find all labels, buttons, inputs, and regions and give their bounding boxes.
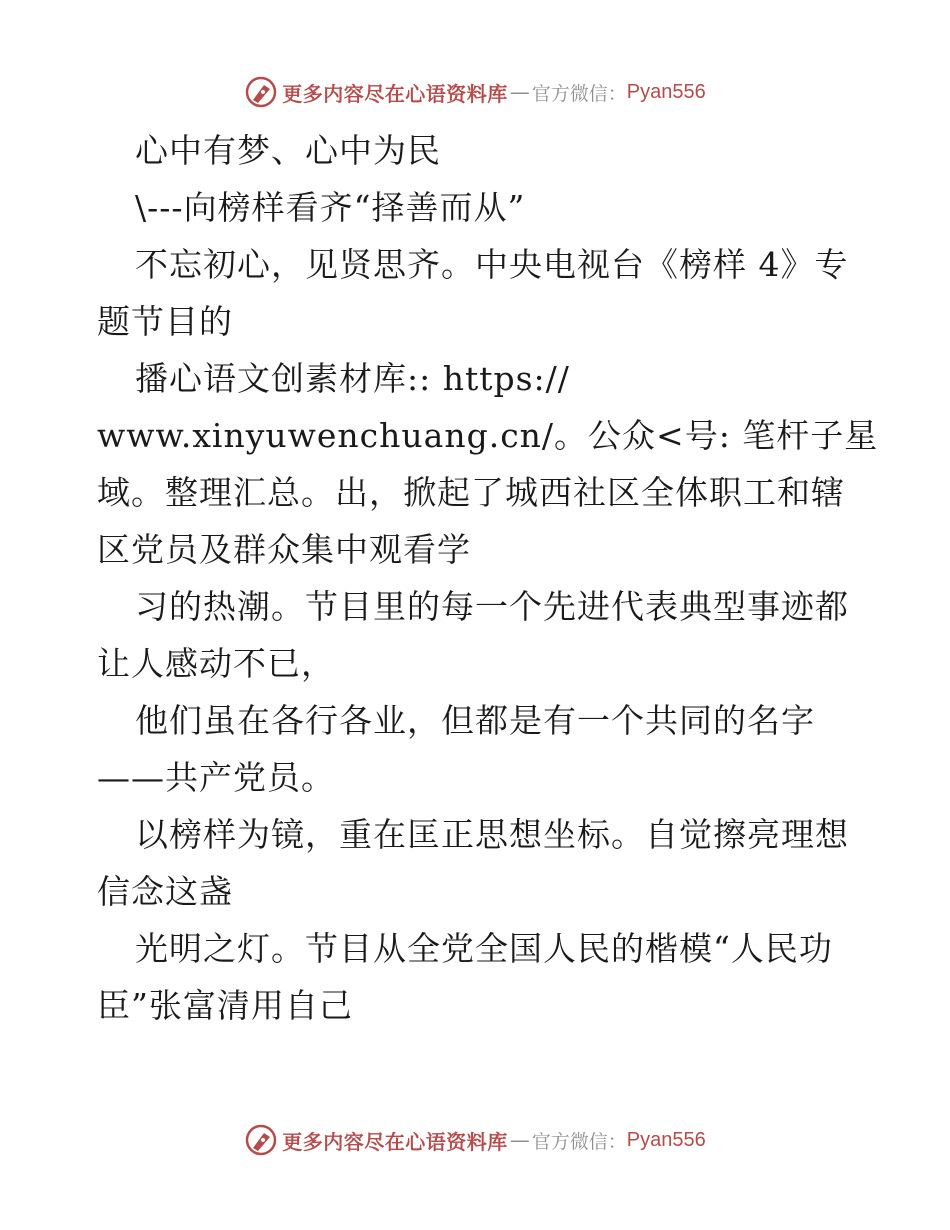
banner-text: 更多内容尽在心语资料库: [282, 81, 508, 106]
footer-banner: [0, 1120, 950, 1160]
banner-wechat-id: Pyan556: [626, 80, 706, 103]
banner-wechat-label: 官方微信：: [531, 82, 627, 105]
paragraph-line: 信念这盏: [97, 872, 233, 911]
pen-nib-logo-icon: [244, 75, 278, 109]
pen-nib-logo-icon: [244, 1123, 278, 1157]
header-banner: [0, 72, 950, 112]
title-line: 心中有梦、心中为民: [135, 131, 441, 170]
banner-text: 更多内容尽在心语资料库: [282, 1129, 508, 1154]
document-body: [97, 122, 879, 1034]
paragraph-line: 他们虽在各行各业，但都是有一个共同的名字: [135, 701, 815, 740]
paragraph-line: 区党员及群众集中观看学: [97, 530, 471, 569]
paragraph-line: 臣”张富清用自己: [97, 986, 353, 1025]
banner-separator: —: [509, 1128, 530, 1152]
paragraph-line: 不忘初心，见贤思齐。中央电视台《榜样 4》专: [135, 245, 849, 284]
paragraph-line: www.xinyuwenchuang.cn/。公众<号: 笔杆子星: [97, 416, 879, 455]
paragraph-line: 播心语文创素材库:: https://: [135, 359, 570, 398]
paragraph-line: 光明之灯。节目从全党全国人民的楷模“人民功: [135, 929, 833, 968]
paragraph-line: ——共产党员。: [97, 758, 335, 797]
paragraph-line: 让人感动不已，: [97, 644, 335, 683]
paragraph-line: 以榜样为镜，重在匡正思想坐标。自觉擦亮理想: [135, 815, 849, 854]
banner-wechat-id: Pyan556: [626, 1128, 706, 1151]
banner-wechat-label: 官方微信：: [531, 1130, 627, 1153]
paragraph-line: 习的热潮。节目里的每一个先进代表典型事迹都: [135, 587, 849, 626]
subtitle-line: \---向榜样看齐“择善而从”: [135, 188, 526, 227]
banner-separator: —: [509, 80, 530, 104]
paragraph-line: 域。整理汇总。出，掀起了城西社区全体职工和辖: [97, 473, 845, 512]
paragraph-line: 题节目的: [97, 302, 233, 341]
